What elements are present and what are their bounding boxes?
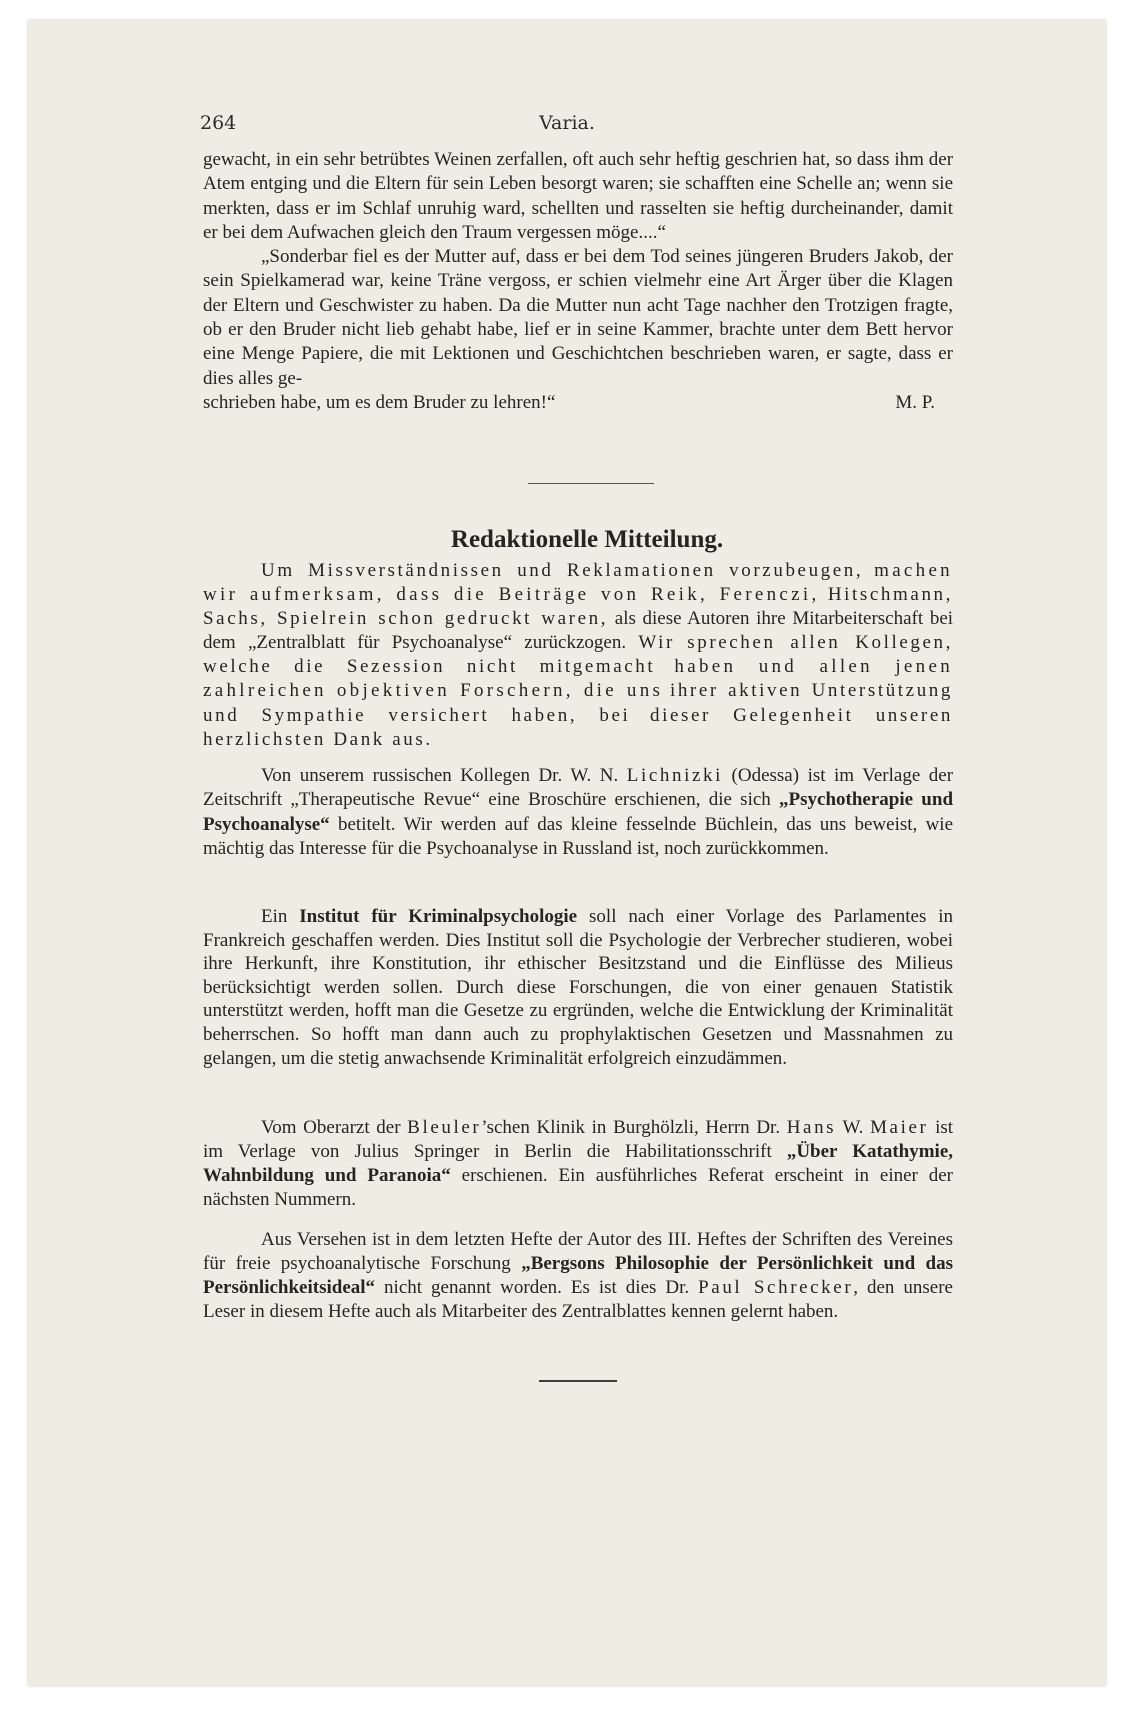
text: ’schen Klinik in Burghölzli, Herrn Dr. [481, 1117, 781, 1138]
spaced-text: ihrer aktiven Unterstützung und Sympathie versichert haben, bei [203, 680, 954, 726]
text: , den unsere Leser in diesem Hefte auch als Mitarbeiter des Zentralblattes kennen gelernt haben. [203, 1277, 953, 1322]
text: Aus Versehen ist in dem letzten Hefte der Autor des III. Heftes der Schriften des Vereines für freie psychoanalytische Forschung [203, 1229, 953, 1274]
person-name: Paul Schrecker [698, 1277, 854, 1298]
text-line: Lektionen und Geschichtchen beschrieben waren, er sagte, dass er dies alles ge- [203, 343, 954, 389]
page-number: 264 [200, 112, 237, 134]
text-line: schrieben habe, um es dem Bruder zu lehren!“ [203, 391, 556, 413]
paragraph [203, 148, 953, 245]
author-name: Lichnizki [626, 765, 724, 786]
closing-line [203, 391, 953, 415]
paragraph [203, 559, 953, 752]
paragraph [203, 1116, 953, 1212]
text-line: gewacht, in ein sehr betrübtes Weinen zerfallen, oft auch sehr heftig geschrien hat, [203, 149, 831, 170]
spaced-text: sprechen allen Kollegen, welche die Sezession nicht mitgemacht [203, 632, 953, 678]
text-line: Jakob, der sein Spielkamerad war, keine Träne vergoss, er schien vielmehr eine Art [203, 246, 953, 292]
text: als diese Autoren [614, 608, 750, 630]
scanned-page [28, 20, 1106, 1686]
text: Ein [261, 906, 288, 927]
paragraph [203, 764, 953, 861]
text: W. [842, 1117, 864, 1138]
text-line: schafften eine Schelle an; wenn sie merkten, dass er im Schlaf unruhig ward, [203, 173, 953, 219]
spaced-text: machen wir aufmerksam, dass die Beiträge von Reik, Ferenczi, [203, 560, 953, 606]
end-rule [539, 1380, 617, 1382]
text-line: so dass ihm der Atem entging und die Eltern für sein Leben besorgt waren; sie [203, 149, 954, 195]
notice-paragraph-3 [203, 905, 953, 1070]
text: ihre Mitarbeiterschaft bei dem „Zentralblatt für Psychoanalyse“ zurückzogen. [203, 608, 954, 654]
spaced-text: Um Missverständnissen und Reklamationen vorzubeugen, [261, 560, 864, 581]
text: ist im Verlage von Julius Springer in Berlin die Habilitationsschrift [203, 1117, 954, 1162]
text-line: lief er in seine Kammer, brachte unter dem Bett hervor eine Menge Papiere, die mit [203, 319, 954, 365]
section-title: Varia. [539, 112, 595, 134]
author-signature: M. P. [895, 391, 935, 413]
paragraph [203, 245, 953, 391]
spaced-text: haben und allen jenen zahlreichen objektiven Forschern, die uns [203, 656, 954, 702]
text: (Odessa) ist im Verlage der Zeitschrift „Therapeutische Revue“ eine Broschüre erschienen, die sich [203, 765, 954, 811]
previous-article-text [203, 148, 953, 415]
notice-paragraph-1 [203, 559, 953, 752]
person-name: Bleuler [407, 1117, 482, 1138]
spaced-text: dieser Gelegenheit unseren herzlichsten Dank aus. [203, 704, 953, 750]
notice-paragraph-2 [203, 764, 953, 861]
paragraph [203, 905, 953, 1070]
spaced-text: Hitschmann, Sachs, Spielrein schon gedruckt waren, [203, 584, 953, 630]
notice-paragraph-5 [203, 1228, 953, 1324]
text-line: acht Tage nachher den Trotzigen fragte, ob er den Bruder nicht lieb gehabt habe, [203, 294, 954, 341]
publication-title: „Bergsons Philosophie der Persönlichkeit und das Persönlichkeitsideal“ [203, 1253, 954, 1298]
notice-paragraph-4 [203, 1116, 953, 1212]
publication-title: „Psychotherapie und Psychoanalyse“ [203, 789, 954, 835]
text: soll nach einer Vorlage des Parlamentes in Frankreich geschaffen werden. Dies Institut soll die Psychologie der Verbrecher studieren, wobei ihre Herkunft, ihre Konstitution, ihr ethischer Besitzstand und die Einflüsse des Milieus berücksichtigt werden sollen. Durch diese Forschungen, die von einer genauen Statistik unterstützt werden, hofft man die Gesetze zu ergründen, welche die Entwicklung der Kriminalität beherrschen. So hofft man dann auch zu prophylaktischen Gesetzen und Massnahmen zu gelangen, um die stetig anwachsende Kriminalität erfolgreich einzudämmen. [203, 906, 954, 1069]
text: Vom Oberarzt der [261, 1117, 401, 1138]
text: Von unserem russischen Kollegen Dr. W. N. [261, 765, 619, 786]
person-name: Hans [786, 1117, 837, 1138]
text-line: Ärger über die Klagen der Eltern und Geschwister zu haben. Da die Mutter nun [203, 270, 953, 316]
text: betitelt. Wir werden auf das kleine fesselnde Büchlein, das uns beweist, wie mächtig das Interesse für die Psychoanalyse in Russland ist, noch zurückkommen. [203, 813, 954, 859]
running-head [28, 112, 1106, 142]
section-divider [528, 483, 654, 484]
publication-title: „Über Katathymie, Wahnbildung und Paranoia“ [203, 1141, 953, 1186]
person-name: Maier [870, 1117, 929, 1138]
spaced-text: Wir [638, 632, 675, 654]
text-line: den Traum vergessen möge....“ [430, 221, 666, 243]
text-line: schellten und rasselten sie heftig durcheinander, damit er bei dem Aufwachen gleich [203, 197, 953, 243]
text: nicht genannt worden. Es ist dies Dr. [384, 1277, 690, 1298]
text-line: „Sonderbar fiel es der Mutter auf, dass er bei dem Tod seines jüngeren Bruders [261, 246, 869, 268]
institute-name: Institut für Kriminalpsychologie [299, 906, 578, 927]
text: erschienen. Ein ausführliches Referat erscheint in einer der nächsten Nummern. [203, 1165, 953, 1210]
paragraph [203, 1228, 953, 1324]
section-heading: Redaktionelle Mitteilung. [450, 526, 724, 553]
